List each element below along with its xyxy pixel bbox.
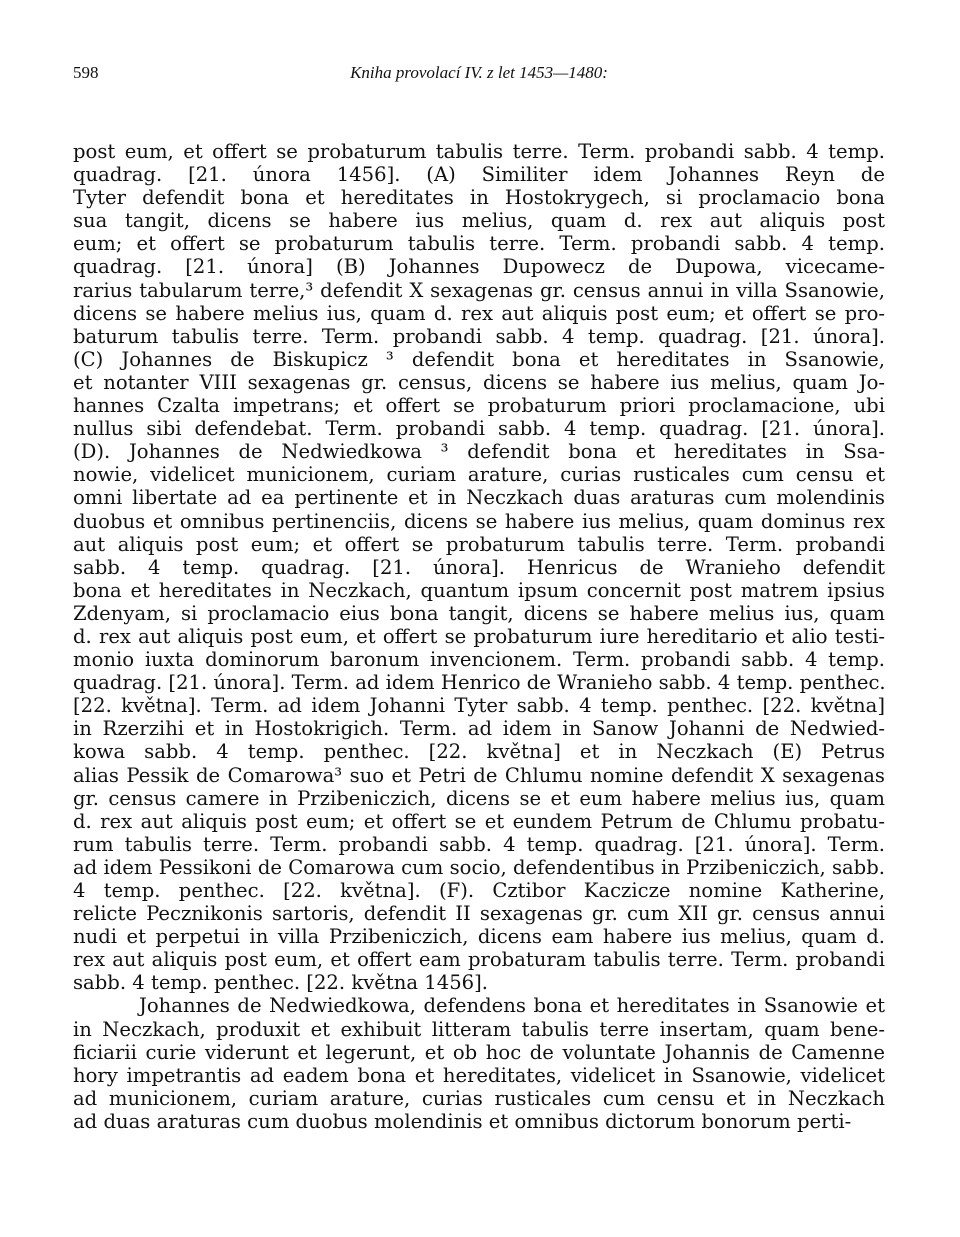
text-line: in Rzerzihi et in Hostokrigich. Term. ad idem in Sanow Johanni de Nedwied- bbox=[73, 717, 885, 741]
text-line: d. rex aut aliquis post eum, et offert se probaturum iure hereditario et alio testi- bbox=[73, 624, 885, 648]
text-line: quadrag. [21. února 1456]. (A) Similiter idem Johannes Reyn de bbox=[73, 163, 885, 187]
text-line: nullus sibi defendebat. Term. probandi sabb. 4 temp. quadrag. [21. února]. bbox=[73, 417, 885, 441]
text-line: monio iuxta dominorum baronum invencionem. Term. probandi sabb. 4 temp. bbox=[73, 648, 885, 672]
text-line: gr. census camere in Przibeniczich, dicens se et eum habere melius ius, quam bbox=[73, 786, 885, 810]
text-line: hory impetrantis ad eadem bona et hereditates, videlicet in Ssanowie, videlicet bbox=[73, 1063, 885, 1087]
text-line: (D). Johannes de Nedwiedkowa ³ defendit bona et hereditates in Ssa- bbox=[73, 440, 885, 464]
text-line: duobus et omnibus pertinenciis, dicens se habere ius melius, quam dominus rex bbox=[73, 509, 885, 533]
text-line: kowa sabb. 4 temp. penthec. [22. května] et in Neczkach (E) Petrus bbox=[73, 740, 885, 764]
text-line: [22. května]. Term. ad idem Johanni Tyter sabb. 4 temp. penthec. [22. května] bbox=[73, 694, 885, 718]
text-line: post eum, et offert se probaturum tabulis terre. Term. probandi sabb. 4 temp. bbox=[73, 140, 885, 163]
text-line: bona et hereditates in Neczkach, quantum ipsum concernit post matrem ipsius bbox=[73, 578, 885, 602]
text-line: (C) Johannes de Biskupicz ³ defendit bona et hereditates in Ssanowie, bbox=[73, 347, 885, 371]
body-text bbox=[73, 140, 885, 1133]
text-line: ad municionem, curiam arature, curias rusticales cum censu et in Neczkach bbox=[73, 1086, 885, 1110]
text-line: ad idem Pessikoni de Comarowa cum socio, defendentibus in Przibeniczich, sabb. bbox=[73, 855, 885, 879]
text-line: alias Pessik de Comarowa³ suo et Petri de Chlumu nomine defendit X sexagenas bbox=[73, 763, 885, 787]
text-line: quadrag. [21. února]. Term. ad idem Henrico de Wranieho sabb. 4 temp. penthec. bbox=[73, 671, 886, 695]
text-line: Johannes de Nedwiedkowa, defendens bona et hereditates in Ssanowie et bbox=[139, 994, 885, 1018]
paragraph-1 bbox=[73, 140, 885, 994]
paragraph-2 bbox=[73, 994, 885, 1133]
text-line: ad duas araturas cum duobus molendinis et omnibus dictorum bonorum perti- bbox=[73, 1109, 852, 1133]
page-number: 598 bbox=[73, 63, 99, 82]
document-page bbox=[73, 56, 885, 1133]
text-line: hannes Czalta impetrans; et offert se probaturum priori proclamacione, ubi bbox=[73, 394, 885, 418]
text-line: d. rex aut aliquis post eum; et offert se et eundem Petrum de Chlumu probatu- bbox=[73, 809, 885, 833]
text-line: omni libertate ad ea pertinente et in Neczkach duas araturas cum molendinis bbox=[73, 486, 885, 510]
text-line: rum tabulis terre. Term. probandi sabb. 4 temp. quadrag. [21. února]. Term. bbox=[73, 832, 885, 856]
text-line: sua tangit, dicens se habere ius melius, quam d. rex aut aliquis post bbox=[73, 209, 885, 233]
running-head bbox=[73, 56, 885, 90]
text-line: quadrag. [21. února] (B) Johannes Dupowecz de Dupowa, vicecame- bbox=[73, 255, 885, 279]
text-line: dicens se habere melius ius, quam d. rex aut aliquis post eum; et offert se pro- bbox=[73, 301, 885, 325]
text-line: nudi et perpetui in villa Przibeniczich, dicens eam habere ius melius, quam d. bbox=[73, 925, 885, 949]
text-line: Zdenyam, si proclamacio eius bona tangit, dicens se habere melius ius, quam bbox=[73, 601, 885, 625]
text-line: in Neczkach, produxit et exhibuit litteram tabulis terre insertam, quam bene- bbox=[73, 1017, 885, 1041]
text-line: 4 temp. penthec. [22. května]. (F). Cztibor Kaczicze nomine Katherine, bbox=[73, 879, 885, 902]
text-line: et notanter VIII sexagenas gr. census, dicens se habere ius melius, quam Jo- bbox=[73, 370, 885, 394]
text-line: sabb. 4 temp. penthec. [22. května 1456]. bbox=[73, 971, 489, 995]
text-line: eum; et offert se probaturum tabulis terre. Term. probandi sabb. 4 temp. bbox=[73, 232, 885, 256]
text-line: rex aut aliquis post eum, et offert eam probaturam tabulis terre. Term. probandi bbox=[73, 948, 885, 972]
text-line: Tyter defendit bona et hereditates in Hostokrygech, si proclamacio bona bbox=[73, 186, 885, 210]
text-line: sabb. 4 temp. quadrag. [21. února]. Henricus de Wranieho defendit bbox=[73, 555, 885, 579]
text-line: ficiarii curie viderunt et legerunt, et ob hoc de voluntate Johannis de Camenne bbox=[73, 1040, 885, 1064]
text-line: relicte Pecznikonis sartoris, defendit II sexagenas gr. cum XII gr. census annui bbox=[73, 902, 885, 926]
text-line: baturum tabulis terre. Term. probandi sabb. 4 temp. quadrag. [21. února]. bbox=[73, 324, 885, 348]
running-title: Kniha provolací IV. z let 1453—1480: bbox=[350, 63, 608, 82]
text-line: rarius tabularum terre,³ defendit X sexagenas gr. census annui in villa Ssanowie, bbox=[73, 278, 885, 302]
text-line: nowie, videlicet municionem, curiam arature, curias rusticales cum censu et bbox=[73, 463, 885, 487]
text-line: aut aliquis post eum; et offert se probaturum tabulis terre. Term. probandi bbox=[73, 532, 885, 556]
